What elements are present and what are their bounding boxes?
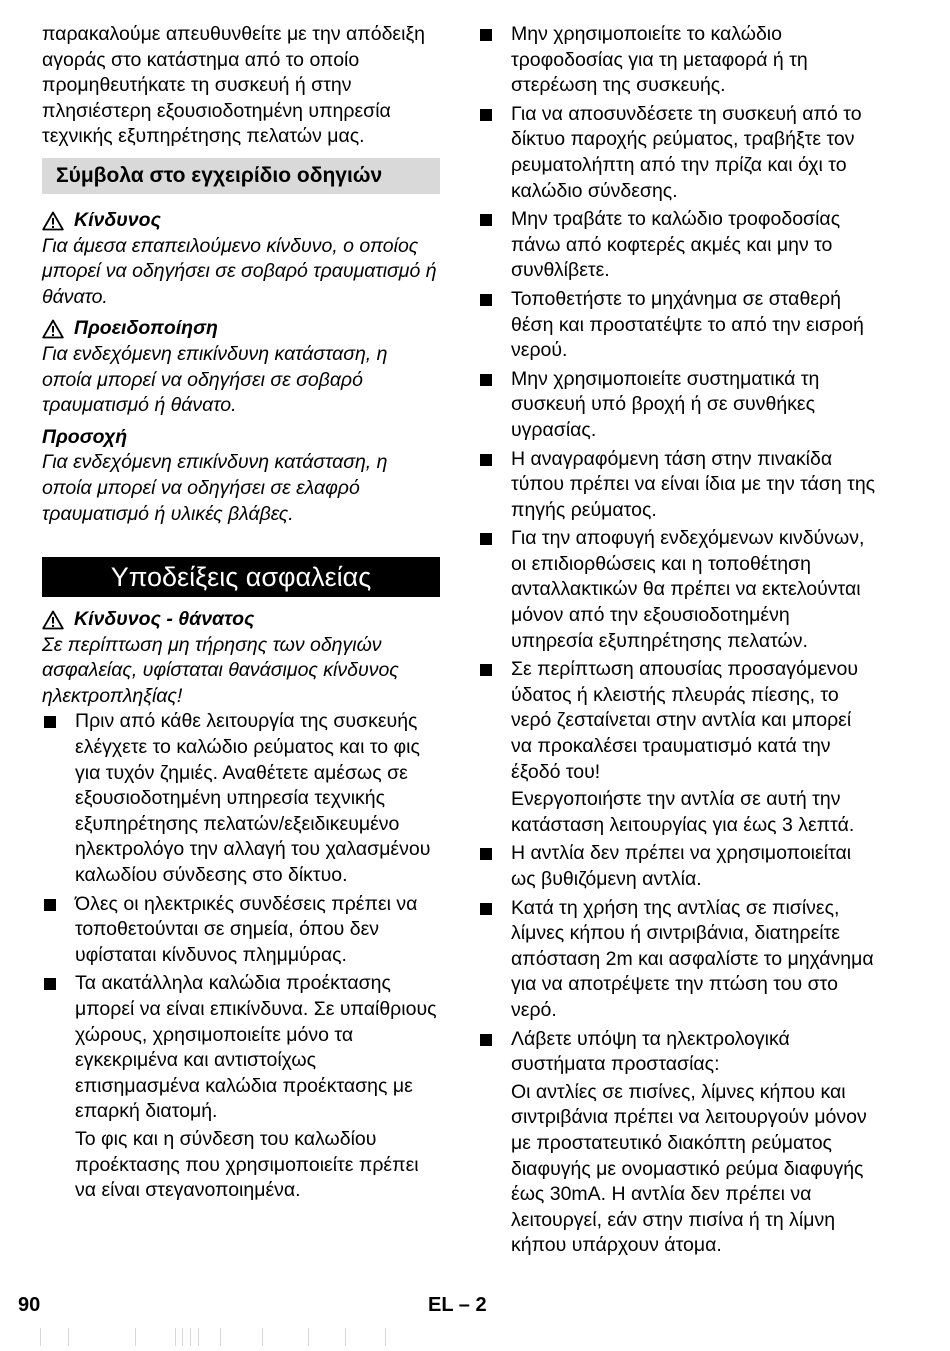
print-registration-marks: [40, 1328, 460, 1346]
bullet-square-icon: [44, 716, 56, 728]
bullet-square-icon: [480, 214, 492, 226]
bullet-square-icon: [480, 1034, 492, 1046]
list-item: Η αναγραφόμενη τάση στην πινακίδα τύπου πρέπει να είναι ίδια με την τάση της πηγής ρεύματος.: [478, 447, 876, 524]
page-number: 90: [18, 1294, 41, 1316]
death-title: [42, 607, 440, 633]
bullet-square-icon: [480, 903, 492, 915]
list-item: Τοποθετήστε το μηχάνημα σε σταθερή θέση και προστατέψτε το από την εισροή νερού.: [478, 287, 876, 364]
right-bullet-list: [478, 22, 876, 1259]
left-bullet-list: [42, 709, 440, 1203]
caution-text: Για ενδεχόμενη επικίνδυνη κατάσταση, η οποία μπορεί να οδηγήσει σε ελαφρό τραυματισμό ή υλικές βλάβες.: [42, 451, 388, 525]
list-item-continuation: Οι αντλίες σε πισίνες, λίμνες κήπου και σιντριβάνια πρέπει να λειτουργούν μόνον με προστατευτικό διακόπτη ρεύματος διαφυγής με ονομαστικό ρεύμα διαφυγής έως 30mA. Η αντλία δεν πρέπει να λειτουργεί, εάν στην πισίνα ή τη λίμνη κήπου υπάρχουν άτομα.: [511, 1080, 867, 1257]
warning-triangle-icon: [42, 319, 64, 339]
list-item: Για την αποφυγή ενδεχόμενων κινδύνων, οι επιδιορθώσεις και η τοποθέτηση ανταλλακτικών θα πρέπει να εκτελούνται μόνον από την εξουσιοδοτημένη υπηρεσία εξυπηρέτησης πελατών.: [478, 526, 876, 654]
bullet-square-icon: [44, 899, 56, 911]
bullet-square-icon: [480, 109, 492, 121]
list-item: Λάβετε υπόψη τα ηλεκτρολογικά συστήματα προστασίας: Οι αντλίες σε πισίνες, λίμνες κήπου και σιντριβάνια πρέπει να λειτουργούν μόνον με προστατευτικό διακόπτη ρεύματος διαφυγής με ονομαστικό ρεύμα διαφυγής έως 30mA. Η αντλία δεν πρέπει να λειτουργεί, εάν στην πισίνα ή τη λίμνη κήπου υπάρχουν άτομα.: [478, 1027, 876, 1259]
list-item: Όλες οι ηλεκτρικές συνδέσεις πρέπει να τοποθετούνται σε σημεία, όπου δεν υφίσταται κίνδυνος πλημμύρας.: [42, 892, 440, 969]
section-page-label: [428, 1294, 487, 1317]
safety-heading: Υποδείξεις ασφαλείας: [42, 557, 440, 597]
list-item-continuation: Ενεργοποιήστε την αντλία σε αυτή την κατάσταση λειτουργίας για έως 3 λεπτά.: [511, 788, 855, 836]
section-page-number: – 2: [458, 1294, 487, 1316]
warning-triangle-icon: [42, 610, 64, 630]
list-item: Μην τραβάτε το καλώδιο τροφοδοσίας πάνω από κοφτερές ακμές και μην το συνθλίβετε.: [478, 207, 876, 284]
bullet-square-icon: [480, 533, 492, 545]
danger-title: [42, 208, 440, 234]
list-item-continuation: Το φις και η σύνδεση του καλωδίου προέκτασης που χρησιμοποιείτε πρέπει να είναι στεγανοποιημένα.: [75, 1127, 419, 1202]
language-code: EL: [428, 1294, 454, 1316]
warning-text: Για ενδεχόμενη επικίνδυνη κατάσταση, η οποία μπορεί να οδηγήσει σε σοβαρό τραυματισμό ή θάνατο.: [42, 342, 388, 417]
left-column: [42, 22, 440, 1207]
danger-text: Για άμεσα επαπειλούμενο κίνδυνο, ο οποίος μπορεί να οδηγήσει σε σοβαρό τραυματισμό ή θάνατο.: [42, 234, 437, 308]
caution-title: Προσοχή: [42, 425, 128, 448]
bullet-square-icon: [480, 374, 492, 386]
bullet-square-icon: [44, 978, 56, 990]
list-item: Πριν από κάθε λειτουργία της συσκευής ελέγχετε το καλώδιο ρεύματος και το φις για τυχόν ζημιές. Αναθέτετε αμέσως σε εξουσιοδοτημένη υπηρεσία τεχνικής εξυπηρέτησης πελατών/εξειδικευμένο ηλεκτρολόγο την αλλαγή του χαλασμένου καλωδίου σύνδεσης στο δίκτυο.: [42, 709, 440, 888]
right-column: [478, 22, 876, 1262]
bullet-square-icon: [480, 29, 492, 41]
list-item: Η αντλία δεν πρέπει να χρησιμοποιείται ως βυθιζόμενη αντλία.: [478, 841, 876, 892]
death-title-label: Κίνδυνος - θάνατος: [74, 608, 255, 631]
warning-title-label: Προειδοποίηση: [74, 317, 218, 340]
list-item: Μην χρησιμοποιείτε το καλώδιο τροφοδοσίας για τη μεταφορά ή τη στερέωση της συσκευής.: [478, 22, 876, 99]
bullet-square-icon: [480, 848, 492, 860]
death-text: Σε περίπτωση μη τήρησης των οδηγιών ασφαλείας, υφίσταται θανάσιμος κίνδυνος ηλεκτροπληξίας!: [42, 633, 399, 707]
danger-title-label: Κίνδυνος: [74, 208, 161, 231]
intro-paragraph: παρακαλούμε απευθυνθείτε με την απόδειξη αγοράς στο κατάστημα από το οποίο προμηθευτήκατε τη συσκευή ή στην πλησιέστερη εξουσιοδοτημένη υπηρεσία τεχνικής εξυπηρέτησης πελατών μας.: [42, 23, 426, 148]
bullet-square-icon: [480, 294, 492, 306]
list-item: Κατά τη χρήση της αντλίας σε πισίνες, λίμνες κήπου ή σιντριβάνια, διατηρείτε απόσταση 2m και ασφαλίστε το μηχάνημα για να αποτρέψετε την πτώση του στο νερό.: [478, 896, 876, 1024]
list-item: Τα ακατάλληλα καλώδια προέκτασης μπορεί να είναι επικίνδυνα. Σε υπαίθριους χώρους, χρησιμοποιείτε μόνο τα εγκεκριμένα και αντιστοίχως επισημασμένα καλώδια προέκτασης με επαρκή διατομή. Το φις και η σύνδεση του καλωδίου προέκτασης που χρησιμοποιείτε πρέπει να είναι στεγανοποιημένα.: [42, 971, 440, 1203]
list-item: Για να αποσυνδέσετε τη συσκευή από το δίκτυο παροχής ρεύματος, τραβήξτε τον ρευματολήπτη από την πρίζα και όχι το καλώδιο σύνδεσης.: [478, 102, 876, 204]
bullet-square-icon: [480, 664, 492, 676]
list-item: Σε περίπτωση απουσίας προσαγόμενου ύδατος ή κλειστής πλευράς πίεσης, το νερό ζεσταίνεται στην αντλία και μπορεί να προκαλέσει τραυματισμό κατά την έξοδό του! Ενεργοποιήστε την αντλία σε αυτή την κατάσταση λειτουργίας για έως 3 λεπτά.: [478, 657, 876, 838]
symbols-heading: Σύμβολα στο εγχειρίδιο οδηγιών: [42, 158, 440, 194]
bullet-square-icon: [480, 454, 492, 466]
warning-title: [42, 316, 440, 342]
list-item: Μην χρησιμοποιείτε συστηματικά τη συσκευή υπό βροχή ή σε συνθήκες υγρασίας.: [478, 367, 876, 444]
warning-triangle-icon: [42, 211, 64, 231]
